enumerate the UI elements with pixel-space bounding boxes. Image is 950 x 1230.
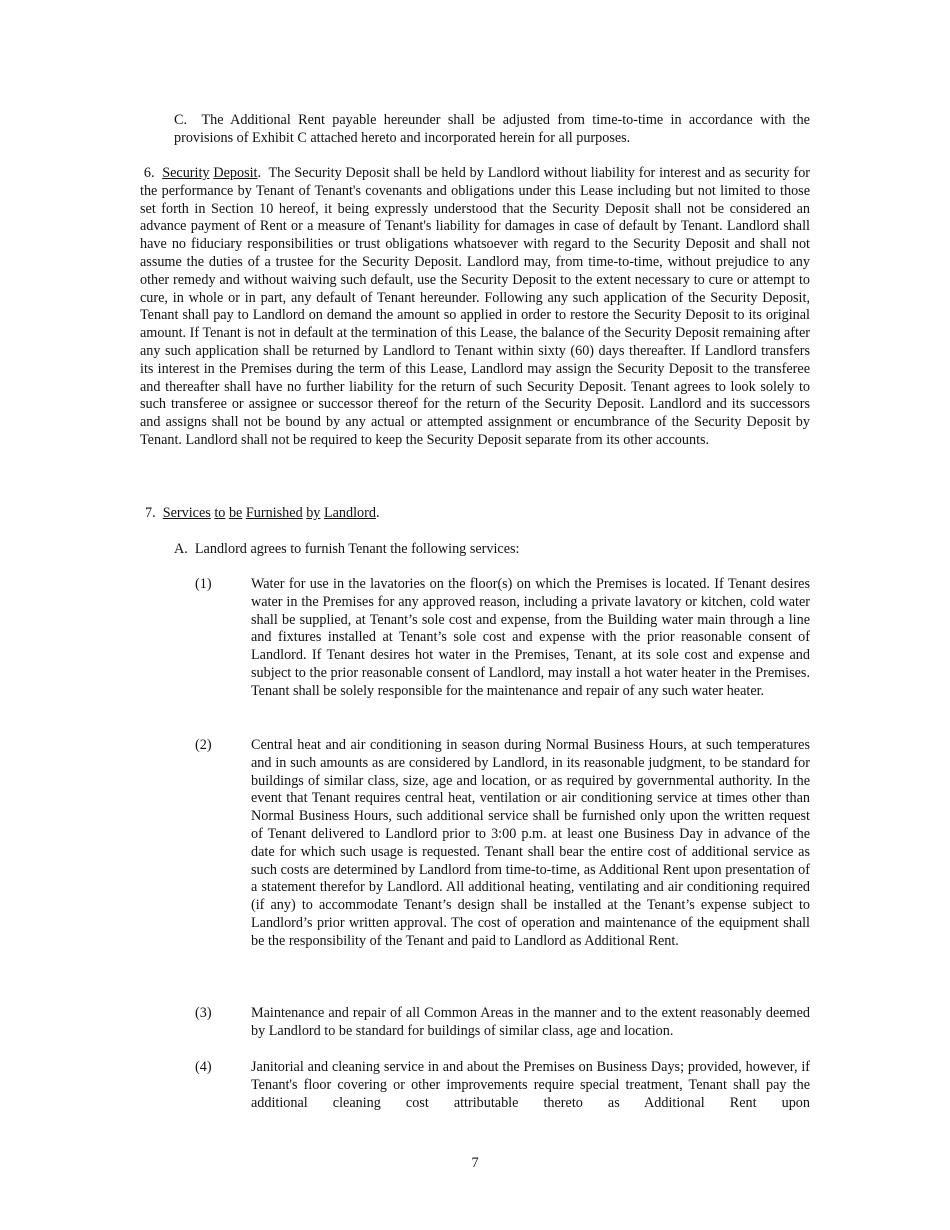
section-number: 7. [145, 505, 156, 521]
item-text: Water for use in the lavatories on the floor(s) on which the Premises is located. If Tenant desires water in the Premises for any approved reason, including a private lavatory or kitchen, cold water shall be supplied, at Tenant’s sole cost and expense, from the Building water main through a line and fixtures installed at Tenant’s sole cost and expense with the prior reasonable consent of Landlord. If Tenant desires hot water in the Premises, Tenant, at its sole cost and expense and subject to the prior reasonable consent of Landlord, may install a hot water heater in the Premises. Tenant shall be solely responsible for the maintenance and repair of any such water heater. [251, 576, 810, 699]
section-heading-end: . [257, 165, 262, 181]
section-heading-word: Deposit [213, 165, 258, 181]
subsection-label: A. [174, 541, 188, 557]
section-heading-word: Services [162, 505, 211, 521]
subsection-7a [174, 541, 774, 559]
item-number: (4) [195, 1059, 212, 1075]
item-number: (2) [195, 737, 212, 753]
item-text: Janitorial and cleaning service in and about the Premises on Business Days; provided, however, if Tenant's floor covering or other improvements require special treatment, Tenant shall pay the additional cleaning cost attributable thereto as Additional Rent upon [251, 1059, 810, 1111]
section-text: The Security Deposit shall be held by Landlord without liability for interest and as security for the performance by Tenant of Tenant's covenants and obligations under this Lease including but not limited to those set forth in Section 10 hereof, it being expressly understood that the Security Deposit shall not be considered an advance payment of Rent or a measure of Tenant's liability for damages in case of default by Tenant. Landlord shall have no fiduciary responsibilities or trust obligations whatsoever with regard to the Security Deposit and shall not assume the duties of a trustee for the Security Deposit. Landlord may, from time-to-time, without prejudice to any other remedy and without waiving such default, use the Security Deposit to the extent necessary to cure or attempt to cure, in whole or in part, any default of Tenant hereunder. Following any such application of the Security Deposit, Tenant shall pay to Landlord on demand the amount so applied in order to restore the Security Deposit to its original amount. If Tenant is not in default at the termination of this Lease, the balance of the Security Deposit remaining after any such application shall be returned by Landlord to Tenant within sixty (60) days thereafter. If Landlord transfers its interest in the Premises during the term of this Lease, Landlord may assign the Security Deposit to the transferee and thereafter shall have no further liability for the return of such Security Deposit. Tenant agrees to look solely to such transferee or assignee or successor thereof for the return of the Security Deposit. Landlord and its successors and assigns shall not be bound by any actual or attempted assignment or encumbrance of the Security Deposit by Tenant. Landlord shall not be required to keep the Security Deposit separate from its other accounts. [140, 165, 811, 448]
section-heading-word: Security [162, 165, 210, 181]
paragraph-label: C. [174, 112, 188, 128]
section-heading-word: by [306, 505, 321, 521]
page-number: 7 [471, 1155, 479, 1171]
section-heading-word: to [214, 505, 226, 521]
paragraph-5c [174, 112, 810, 148]
section-heading-word: Furnished [245, 505, 303, 521]
subsection-text: Landlord agrees to furnish Tenant the following services: [194, 541, 520, 557]
section-heading-end: . [375, 505, 380, 521]
section-heading-word: be [228, 505, 243, 521]
item-text: Central heat and air conditioning in season during Normal Business Hours, at such temperatures and in such amounts as are considered by Landlord, in its reasonable judgment, to be standard for buildings of similar class, size, age and location, or as required by governmental authority. In the event that Tenant requires central heat, ventilation or air conditioning service at times other than Normal Business Hours, such additional service shall be furnished only upon the written request of Tenant delivered to Landlord prior to 3:00 p.m. at least one Business Day in advance of the date for which such usage is requested. Tenant shall bear the entire cost of additional service as such costs are determined by Landlord from time-to-time, as Additional Rent upon presentation of a statement therefor by Landlord. All additional heating, ventilating and air conditioning required (if any) to accommodate Tenant’s design shall be installed at the Tenant’s expense subject to Landlord’s prior written approval. The cost of operation and maintenance of the equipment shall be the responsibility of the Tenant and paid to Landlord as Additional Rent. [251, 737, 810, 949]
section-7-heading [145, 505, 745, 523]
section-heading-word: Landlord [323, 505, 376, 521]
item-number: (1) [195, 576, 212, 592]
item-number: (3) [195, 1005, 212, 1021]
section-number: 6. [143, 165, 155, 181]
item-text: Maintenance and repair of all Common Areas in the manner and to the extent reasonably deemed by Landlord to be standard for buildings of similar class, age and location. [251, 1005, 810, 1039]
paragraph-text: The Additional Rent payable hereunder shall be adjusted from time-to-time in accordance with the provisions of Exhibit C attached hereto and incorporated herein for all purposes. [174, 112, 810, 146]
section-6-security-deposit [140, 165, 810, 450]
